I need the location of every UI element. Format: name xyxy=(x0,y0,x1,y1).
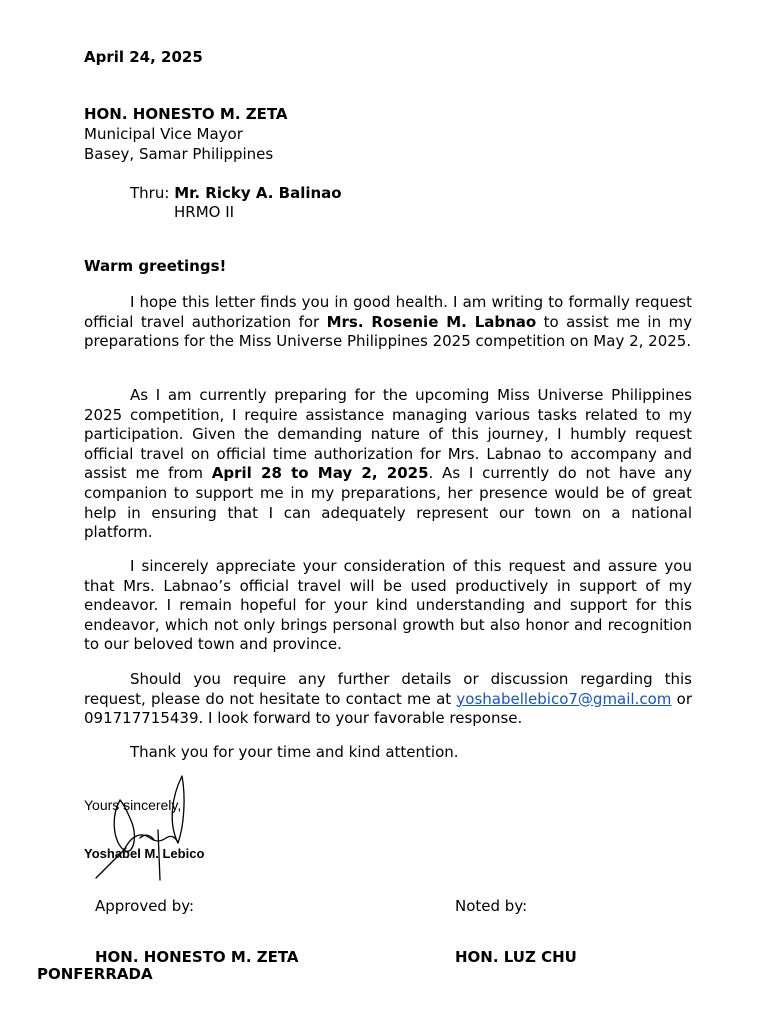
addressee-location: Basey, Samar Philippines xyxy=(84,145,274,163)
signatory-name: Yoshabel M. Lebico xyxy=(84,846,205,861)
paragraph-1: I hope this letter finds you in good health. I am writing to formally request official travel authorization for Mrs. Rosenie M. Labnao to assist me in my preparations for the Miss Universe Philippines 2025 competition on May 2, 2025. xyxy=(84,293,692,351)
addressee-title: Municipal Vice Mayor xyxy=(84,125,243,143)
greeting: Warm greetings! xyxy=(84,257,227,275)
thru-title: HRMO II xyxy=(174,203,235,221)
traveler-name: Mrs. Rosenie M. Labnao xyxy=(326,312,537,331)
approved-label: Approved by: xyxy=(95,897,195,915)
noted-label: Noted by: xyxy=(455,897,528,915)
email-link[interactable]: yoshabellebico7@gmail.com xyxy=(456,689,672,708)
approver-name-continued: PONFERRADA xyxy=(37,965,153,983)
paragraph-3: I sincerely appreciate your consideration of this request and assure you that Mrs. Labnao’s official travel will be used productively in support of my endeavor. I remain hopeful for your kind understanding and support for this endeavor, which not only brings personal growth but also honor and recognition to our beloved town and province. xyxy=(84,557,692,654)
closing: Yours sincerely, xyxy=(84,797,182,813)
thru-name: Mr. Ricky A. Balinao xyxy=(174,184,342,202)
paragraph-4: Should you require any further details or discussion regarding this request, please do not hesitate to contact me at yoshabellebico7@gmail.com or 091717715439. I look forward to your favorable response. xyxy=(84,670,692,728)
letter-date: April 24, 2025 xyxy=(84,48,203,66)
paragraph-5: Thank you for your time and kind attention. xyxy=(130,743,459,761)
paragraph-2: As I am currently preparing for the upcoming Miss Universe Philippines 2025 competition, I require assistance managing various tasks related to my participation. Given the demanding nature of this journey, I humbly request official travel on official time authorization for Mrs. Labnao to accompany and assist me from April 28 to May 2, 2025. As I currently do not have any companion to support me in my preparations, her presence would be of great help in ensuring that I can adequately represent our town on a national platform. xyxy=(84,386,692,542)
travel-dates: April 28 to May 2, 2025 xyxy=(211,464,429,483)
thru-line xyxy=(130,184,342,202)
approver-name: HON. HONESTO M. ZETA xyxy=(95,948,299,966)
addressee-name: HON. HONESTO M. ZETA xyxy=(84,105,288,123)
signature-icon xyxy=(80,768,210,888)
thru-label: Thru: xyxy=(130,184,170,202)
noter-name: HON. LUZ CHU xyxy=(455,948,577,966)
